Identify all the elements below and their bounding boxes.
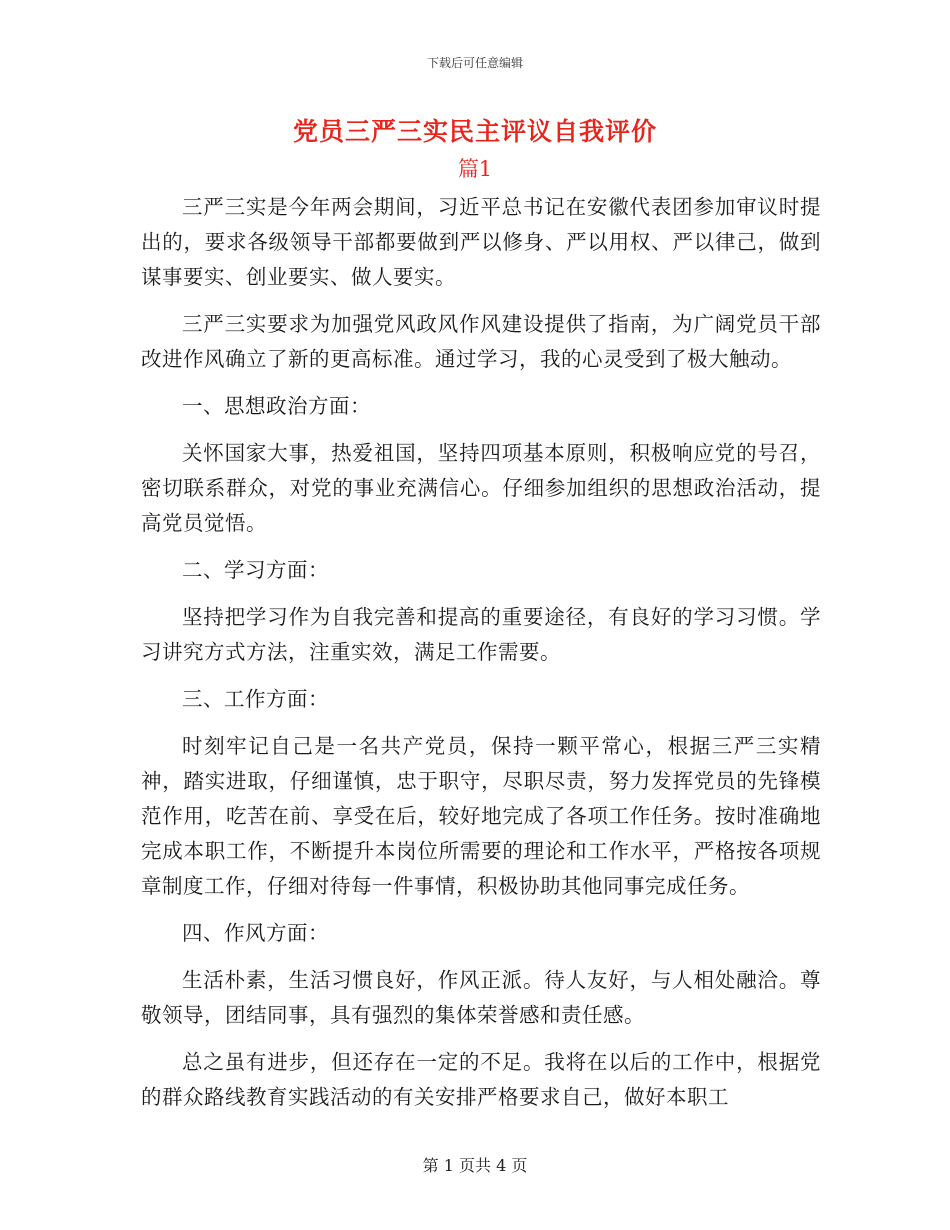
- section-heading: 一、思想政治方面：: [182, 394, 371, 418]
- paragraph: 坚持把学习作为自我完善和提高的重要途径，有良好的学习习惯。学习讲究方式方法，注重实效，满足工作需要。: [141, 605, 821, 664]
- section-heading: 三、工作方面：: [182, 687, 329, 711]
- paragraph: 三严三实是今年两会期间，习近平总书记在安徽代表团参加审议时提出的，要求各级领导干部都要做到严以修身、严以用权、严以律己，做到谋事要实、创业要实、做人要实。: [141, 195, 821, 289]
- document-body: [141, 190, 821, 1127]
- paragraph: 总之虽有进步，但还存在一定的不足。我将在以后的工作中，根据党的群众路线教育实践活动的有关安排严格要求自己，做好本职工: [141, 1050, 821, 1109]
- section-heading: 二、学习方面：: [182, 558, 329, 582]
- paragraph: 生活朴素，生活习惯良好，作风正派。待人友好，与人相处融洽。尊敬领导，团结同事，具有强烈的集体荣誉感和责任感。: [141, 968, 821, 1027]
- header-note: 下载后可任意编辑: [426, 56, 523, 70]
- paragraph: 三严三实要求为加强党风政风作风建设提供了指南，为广阔党员干部改进作风确立了新的更高标准。通过学习，我的心灵受到了极大触动。: [141, 312, 821, 371]
- paragraph: 关怀国家大事，热爱祖国，坚持四项基本原则，积极响应党的号召，密切联系群众，对党的事业充满信心。仔细参加组织的思想政治活动，提高党员觉悟。: [141, 441, 821, 535]
- page-footer: 第 1 页共 4 页: [422, 1156, 528, 1175]
- document-subtitle: 篇1: [457, 157, 493, 181]
- section-heading: 四、作风方面：: [182, 921, 329, 945]
- document-title: 党员三严三实民主评议自我评价: [292, 117, 657, 146]
- paragraph: 时刻牢记自己是一名共产党员，保持一颗平常心，根据三严三实精神，踏实进取，仔细谨慎，忠于职守，尽职尽责，努力发挥党员的先锋模范作用，吃苦在前、享受在后，较好地完成了各项工作任务。按时准确地完成本职工作，不断提升本岗位所需要的理论和工作水平，严格按各项规章制度工作，仔细对待每一件事情，积极协助其他同事完成任务。: [141, 734, 821, 898]
